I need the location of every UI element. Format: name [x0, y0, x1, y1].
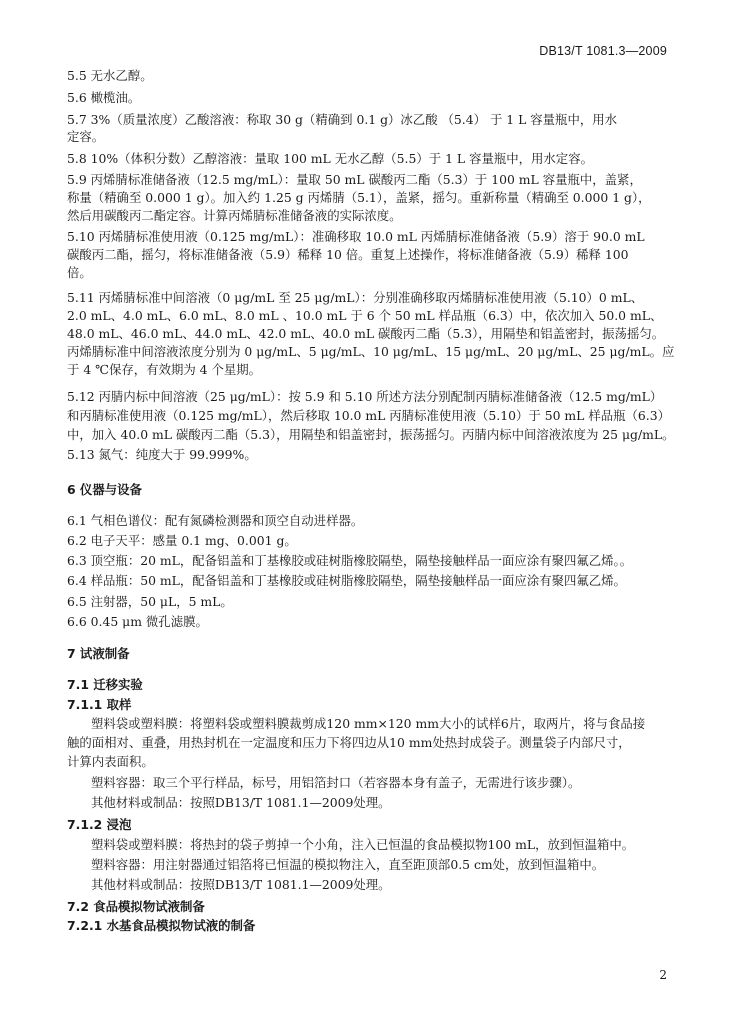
- clause-5-12-cont-2: 中，加入 40.0 mL 碳酸丙二酯（5.3），用隔垫和铝盖密封，振荡摇匀。丙腈内标中间溶液浓度为 25 μg/mL。: [67, 427, 675, 442]
- document-code-header: DB13/T 1081.3—2009: [539, 44, 667, 58]
- clause-5-7-cont: 定容。: [67, 129, 105, 144]
- clause-5-11-cont-3: 丙烯腈标准中间溶液浓度分别为 0 μg/mL、5 μg/mL、10 μg/mL、15 μg/mL、20 μg/mL、25 μg/mL。应: [67, 344, 675, 359]
- clause-5-12-cont-1: 和丙腈标准使用液（0.125 mg/mL），然后移取 10.0 mL 丙腈标准使用液（5.10）于 50 mL 样品瓶（6.3）: [67, 408, 670, 423]
- clause-6-3: 6.3 顶空瓶：20 mL，配备铝盖和丁基橡胶或硅树脂橡胶隔垫，隔垫接触样品一面应涂有聚四氟乙烯。。: [67, 553, 633, 568]
- clause-5-11-cont-4: 于 4 ℃保存，有效期为 4 个星期。: [67, 362, 262, 377]
- para-soaking-film: 塑料袋或塑料膜：将热封的袋子剪掉一个小角，注入已恒温的食品模拟物100 mL，放到恒温箱中。: [91, 837, 635, 852]
- clause-5-9-cont-2: 然后用碳酸丙二酯定容。计算丙烯腈标准储备液的实际浓度。: [67, 208, 402, 223]
- section-7-heading: 7 试液制备: [67, 646, 130, 661]
- para-sampling-other: 其他材料或制品：按照DB13/T 1081.1—2009处理。: [91, 795, 391, 810]
- subsection-7-1-heading: 7.1 迁移实验: [67, 677, 143, 692]
- section-6-heading: 6 仪器与设备: [67, 482, 142, 497]
- para-sampling-film-cont-1: 触的面相对、重叠，用热封机在一定温度和压力下将四边从10 mm处热封成袋子。测量袋子内部尺寸，: [67, 735, 631, 750]
- clause-5-8: 5.8 10%（体积分数）乙醇溶液：量取 100 mL 无水乙醇（5.5）于 1 L 容量瓶中，用水定容。: [67, 151, 593, 166]
- clause-5-10-cont-1: 碳酸丙二酯，摇匀，将标准储备液（5.9）稀释 10 倍。重复上述操作，将标准储备液（5.9）稀释 100: [67, 247, 629, 262]
- clause-5-7: 5.7 3%（质量浓度）乙酸溶液：称取 30 g（精确到 0.1 g）冰乙酸 （5.4） 于 1 L 容量瓶中，用水: [67, 112, 618, 127]
- para-soaking-other: 其他材料或制品：按照DB13/T 1081.1—2009处理。: [91, 877, 391, 892]
- clause-5-11-cont-2: 48.0 mL、46.0 mL、44.0 mL、42.0 mL、40.0 mL 碳酸丙二酯（5.3），用隔垫和铝盖密封，振荡摇匀。: [67, 326, 665, 341]
- clause-5-9-cont-1: 称量（精确至 0.000 1 g）。加入约 1.25 g 丙烯腈（5.1），盖紧，摇匀。重新称量（精确至 0.000 1 g），: [67, 190, 651, 205]
- clause-5-11-cont-1: 2.0 mL、4.0 mL、6.0 mL、8.0 mL 、10.0 mL 于 6 个 50 mL 样品瓶（6.3）中，依次加入 50.0 mL、: [67, 308, 663, 323]
- subsection-7-2-1-heading: 7.2.1 水基食品模拟物试液的制备: [67, 918, 256, 933]
- para-sampling-container: 塑料容器：取三个平行样品，标号，用铝箔封口（若容器本身有盖子，无需进行该步骤）。: [91, 775, 581, 790]
- clause-5-13: 5.13 氮气：纯度大于 99.999%。: [67, 447, 257, 462]
- clause-6-4: 6.4 样品瓶：50 mL，配备铝盖和丁基橡胶或硅树脂橡胶隔垫，隔垫接触样品一面应涂有聚四氟乙烯。: [67, 573, 626, 588]
- clause-6-1: 6.1 气相色谱仪：配有氮磷检测器和顶空自动进样器。: [67, 513, 364, 528]
- clause-5-5: 5.5 无水乙醇。: [67, 68, 153, 83]
- clause-5-11: 5.11 丙烯腈标准中间溶液（0 μg/mL 至 25 μg/mL）：分别准确移取丙烯腈标准使用液（5.10）0 mL、: [67, 290, 644, 305]
- para-soaking-container: 塑料容器：用注射器通过铝箔将已恒温的模拟物注入，直至距顶部0.5 cm处，放到恒温箱中。: [91, 857, 605, 872]
- page-number: 2: [659, 968, 667, 982]
- subsection-7-1-2-heading: 7.1.2 浸泡: [67, 817, 132, 832]
- para-sampling-film-cont-2: 计算内表面积。: [67, 754, 154, 769]
- clause-5-10: 5.10 丙烯腈标准使用液（0.125 mg/mL）：准确移取 10.0 mL 丙烯腈标准储备液（5.9）溶于 90.0 mL: [67, 229, 645, 244]
- clause-5-6: 5.6 橄榄油。: [67, 90, 141, 105]
- clause-6-5: 6.5 注射器，50 μL，5 mL。: [67, 594, 233, 609]
- clause-5-9: 5.9 丙烯腈标准储备液（12.5 mg/mL）：量取 50 mL 碳酸丙二酯（5.3）于 100 mL 容量瓶中，盖紧，: [67, 172, 642, 187]
- clause-6-2: 6.2 电子天平：感量 0.1 mg、0.001 g。: [67, 533, 297, 548]
- para-sampling-film: 塑料袋或塑料膜：将塑料袋或塑料膜裁剪成120 mm×120 mm大小的试样6片，取两片，将与食品接: [91, 716, 646, 731]
- subsection-7-1-1-heading: 7.1.1 取样: [67, 697, 132, 712]
- subsection-7-2-heading: 7.2 食品模拟物试液制备: [67, 899, 205, 914]
- clause-6-6: 6.6 0.45 μm 微孔滤膜。: [67, 614, 208, 629]
- clause-5-10-cont-2: 倍。: [67, 265, 92, 280]
- clause-5-12: 5.12 丙腈内标中间溶液（25 μg/mL）：按 5.9 和 5.10 所述方法分别配制丙腈标准储备液（12.5 mg/mL）: [67, 389, 663, 404]
